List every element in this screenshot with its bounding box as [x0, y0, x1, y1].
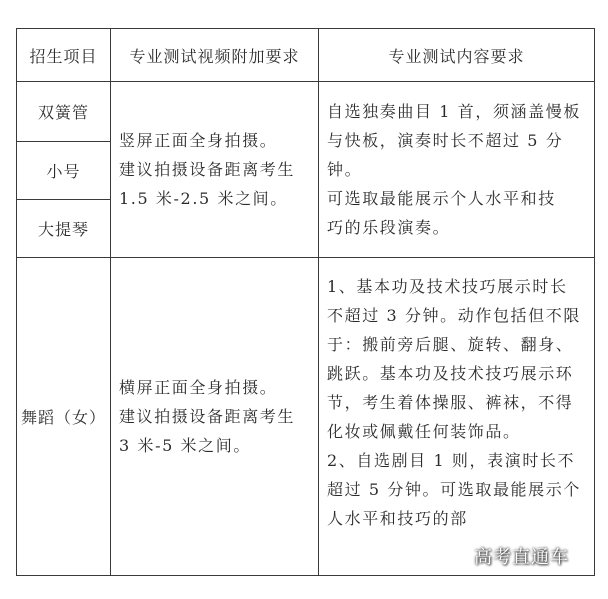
text-line: 可选取最能展示个人水平和技	[327, 189, 556, 208]
table-row	[17, 258, 595, 576]
header-project: 招生项目	[17, 29, 111, 82]
text-line: 巧的乐段演奏。	[327, 218, 451, 237]
header-row	[17, 29, 595, 82]
video-requirements-dance	[111, 258, 319, 576]
text-line: 1、基本功及技术技巧展示时长	[327, 277, 568, 296]
header-video-requirements: 专业测试视频附加要求	[111, 29, 319, 82]
text-line: 建议拍摄设备距离考生	[119, 407, 296, 426]
text-line: 自选独奏曲目 1 首，须涵盖慢板	[327, 102, 581, 121]
text-line: 节，考生着体操服、裤袜，不得	[327, 393, 574, 412]
text-line: 与快板，演奏时长不超过 5 分钟。	[327, 131, 564, 179]
text-line: 横屏正面全身拍摄。	[119, 378, 278, 397]
project-trumpet: 小号	[17, 142, 111, 200]
content-requirements-dance	[319, 258, 595, 576]
project-dance-female: 舞蹈（女）	[17, 258, 111, 576]
text-line: 于：搬前旁后腿、旋转、翻身、	[327, 335, 574, 354]
text-line: 3 米-5 米之间。	[119, 436, 251, 455]
header-content-requirements: 专业测试内容要求	[319, 29, 595, 82]
project-cello: 大提琴	[17, 200, 111, 258]
watermark: 高考直通车	[474, 547, 569, 568]
text-line: 人水平和技巧的部	[327, 509, 468, 528]
text-line: 跳跃。基本功及技术技巧展示环	[327, 364, 574, 383]
text-line: 竖屏正面全身拍摄。	[119, 131, 278, 150]
content-requirements-instruments	[319, 82, 595, 258]
text-line: 2、自选剧目 1 则，表演时长不	[327, 451, 576, 470]
text-line: 建议拍摄设备距离考生	[119, 160, 296, 179]
project-oboe: 双簧管	[17, 82, 111, 142]
text-line: 化妆或佩戴任何装饰品。	[327, 422, 521, 441]
text-line: 不超过 3 分钟。动作包括但不限	[327, 306, 581, 325]
text-line: 1.5 米-2.5 米之间。	[119, 189, 288, 208]
video-requirements-instruments	[111, 82, 319, 258]
text-line: 超过 5 分钟。可选取最能展示个	[327, 480, 581, 499]
table-row	[17, 82, 595, 142]
admission-requirements-table	[16, 28, 595, 576]
